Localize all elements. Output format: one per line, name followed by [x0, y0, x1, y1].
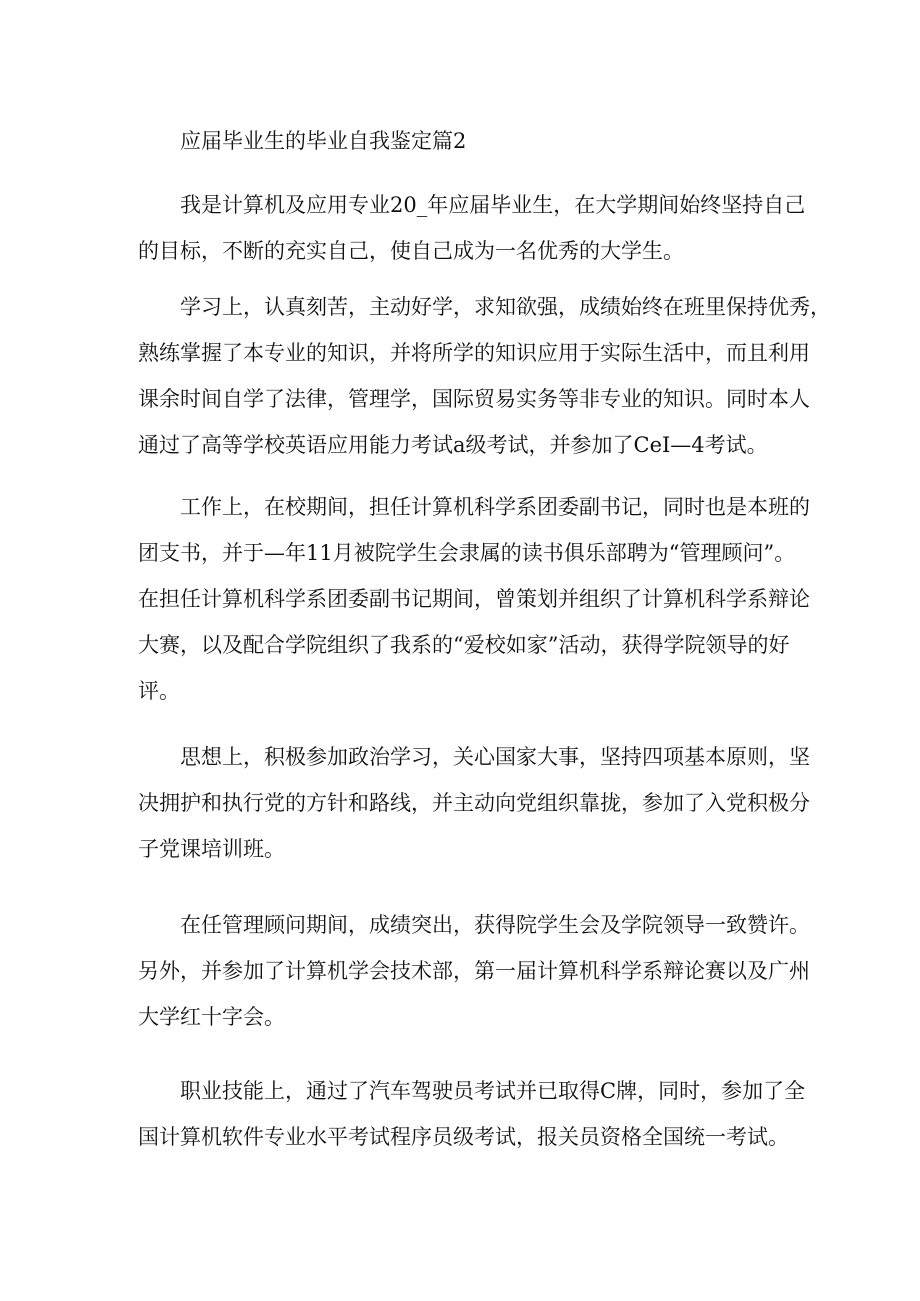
paragraph-line: 另外，并参加了计算机学会技术部，第一届计算机科学系辩论赛以及广州	[138, 959, 810, 983]
paragraph-line: 团支书，并于—年11月被院学生会隶属的读书俱乐部聘为“管理顾问”。	[138, 541, 796, 565]
paragraph-line: 大赛，以及配合学院组织了我系的“爱校如家”活动，获得学院领导的好	[138, 633, 790, 657]
paragraph-line: 通过了高等学校英语应用能力考试a级考试，并参加了CeI—4考试。	[138, 433, 768, 457]
document-heading: 应届毕业生的毕业自我鉴定篇2	[180, 129, 467, 153]
paragraph-consultant	[138, 902, 810, 1040]
paragraph-line: 在任管理顾问期间，成绩突出，获得院学生会及学院领导一致赞许。	[180, 913, 810, 937]
paragraph-line: 课余时间自学了法律，管理学，国际贸易实务等非专业的知识。同时本人	[138, 387, 810, 411]
paragraph-line: 熟练掌握了本专业的知识，并将所学的知识应用于实际生活中，而且利用	[138, 341, 810, 365]
paragraph-line: 决拥护和执行党的方针和路线，并主动向党组织靠拢，参加了入党积极分	[138, 791, 810, 815]
paragraph-intro	[138, 182, 806, 274]
paragraph-line: 的目标，不断的充实自己，使自己成为一名优秀的大学生。	[138, 239, 684, 263]
paragraph-line: 在担任计算机科学系团委副书记期间，曾策划并组织了计算机科学系辩论	[138, 587, 810, 611]
paragraph-work	[138, 484, 810, 714]
paragraph-line: 思想上，积极参加政治学习，关心国家大事，坚持四项基本原则，坚	[180, 745, 810, 769]
paragraph-line: 子党课培训班。	[138, 837, 285, 861]
paragraph-line: 工作上，在校期间，担任计算机科学系团委副书记，同时也是本班的	[180, 495, 810, 519]
paragraph-study	[138, 284, 831, 468]
paragraph-line: 大学红十字会。	[138, 1005, 285, 1029]
paragraph-line: 评。	[138, 679, 180, 703]
paragraph-ideology	[138, 734, 810, 872]
paragraph-line: 国计算机软件专业水平考试程序员级考试，报关员资格全国统一考试。	[138, 1125, 789, 1149]
paragraph-line: 学习上，认真刻苦，主动好学，求知欲强，成绩始终在班里保持优秀，	[180, 295, 831, 319]
paragraph-line: 职业技能上，通过了汽车驾驶员考试并已取得C牌，同时，参加了全	[180, 1079, 806, 1103]
paragraph-skills	[138, 1068, 806, 1160]
paragraph-line: 我是计算机及应用专业20_年应届毕业生，在大学期间始终坚持自己	[180, 193, 806, 217]
